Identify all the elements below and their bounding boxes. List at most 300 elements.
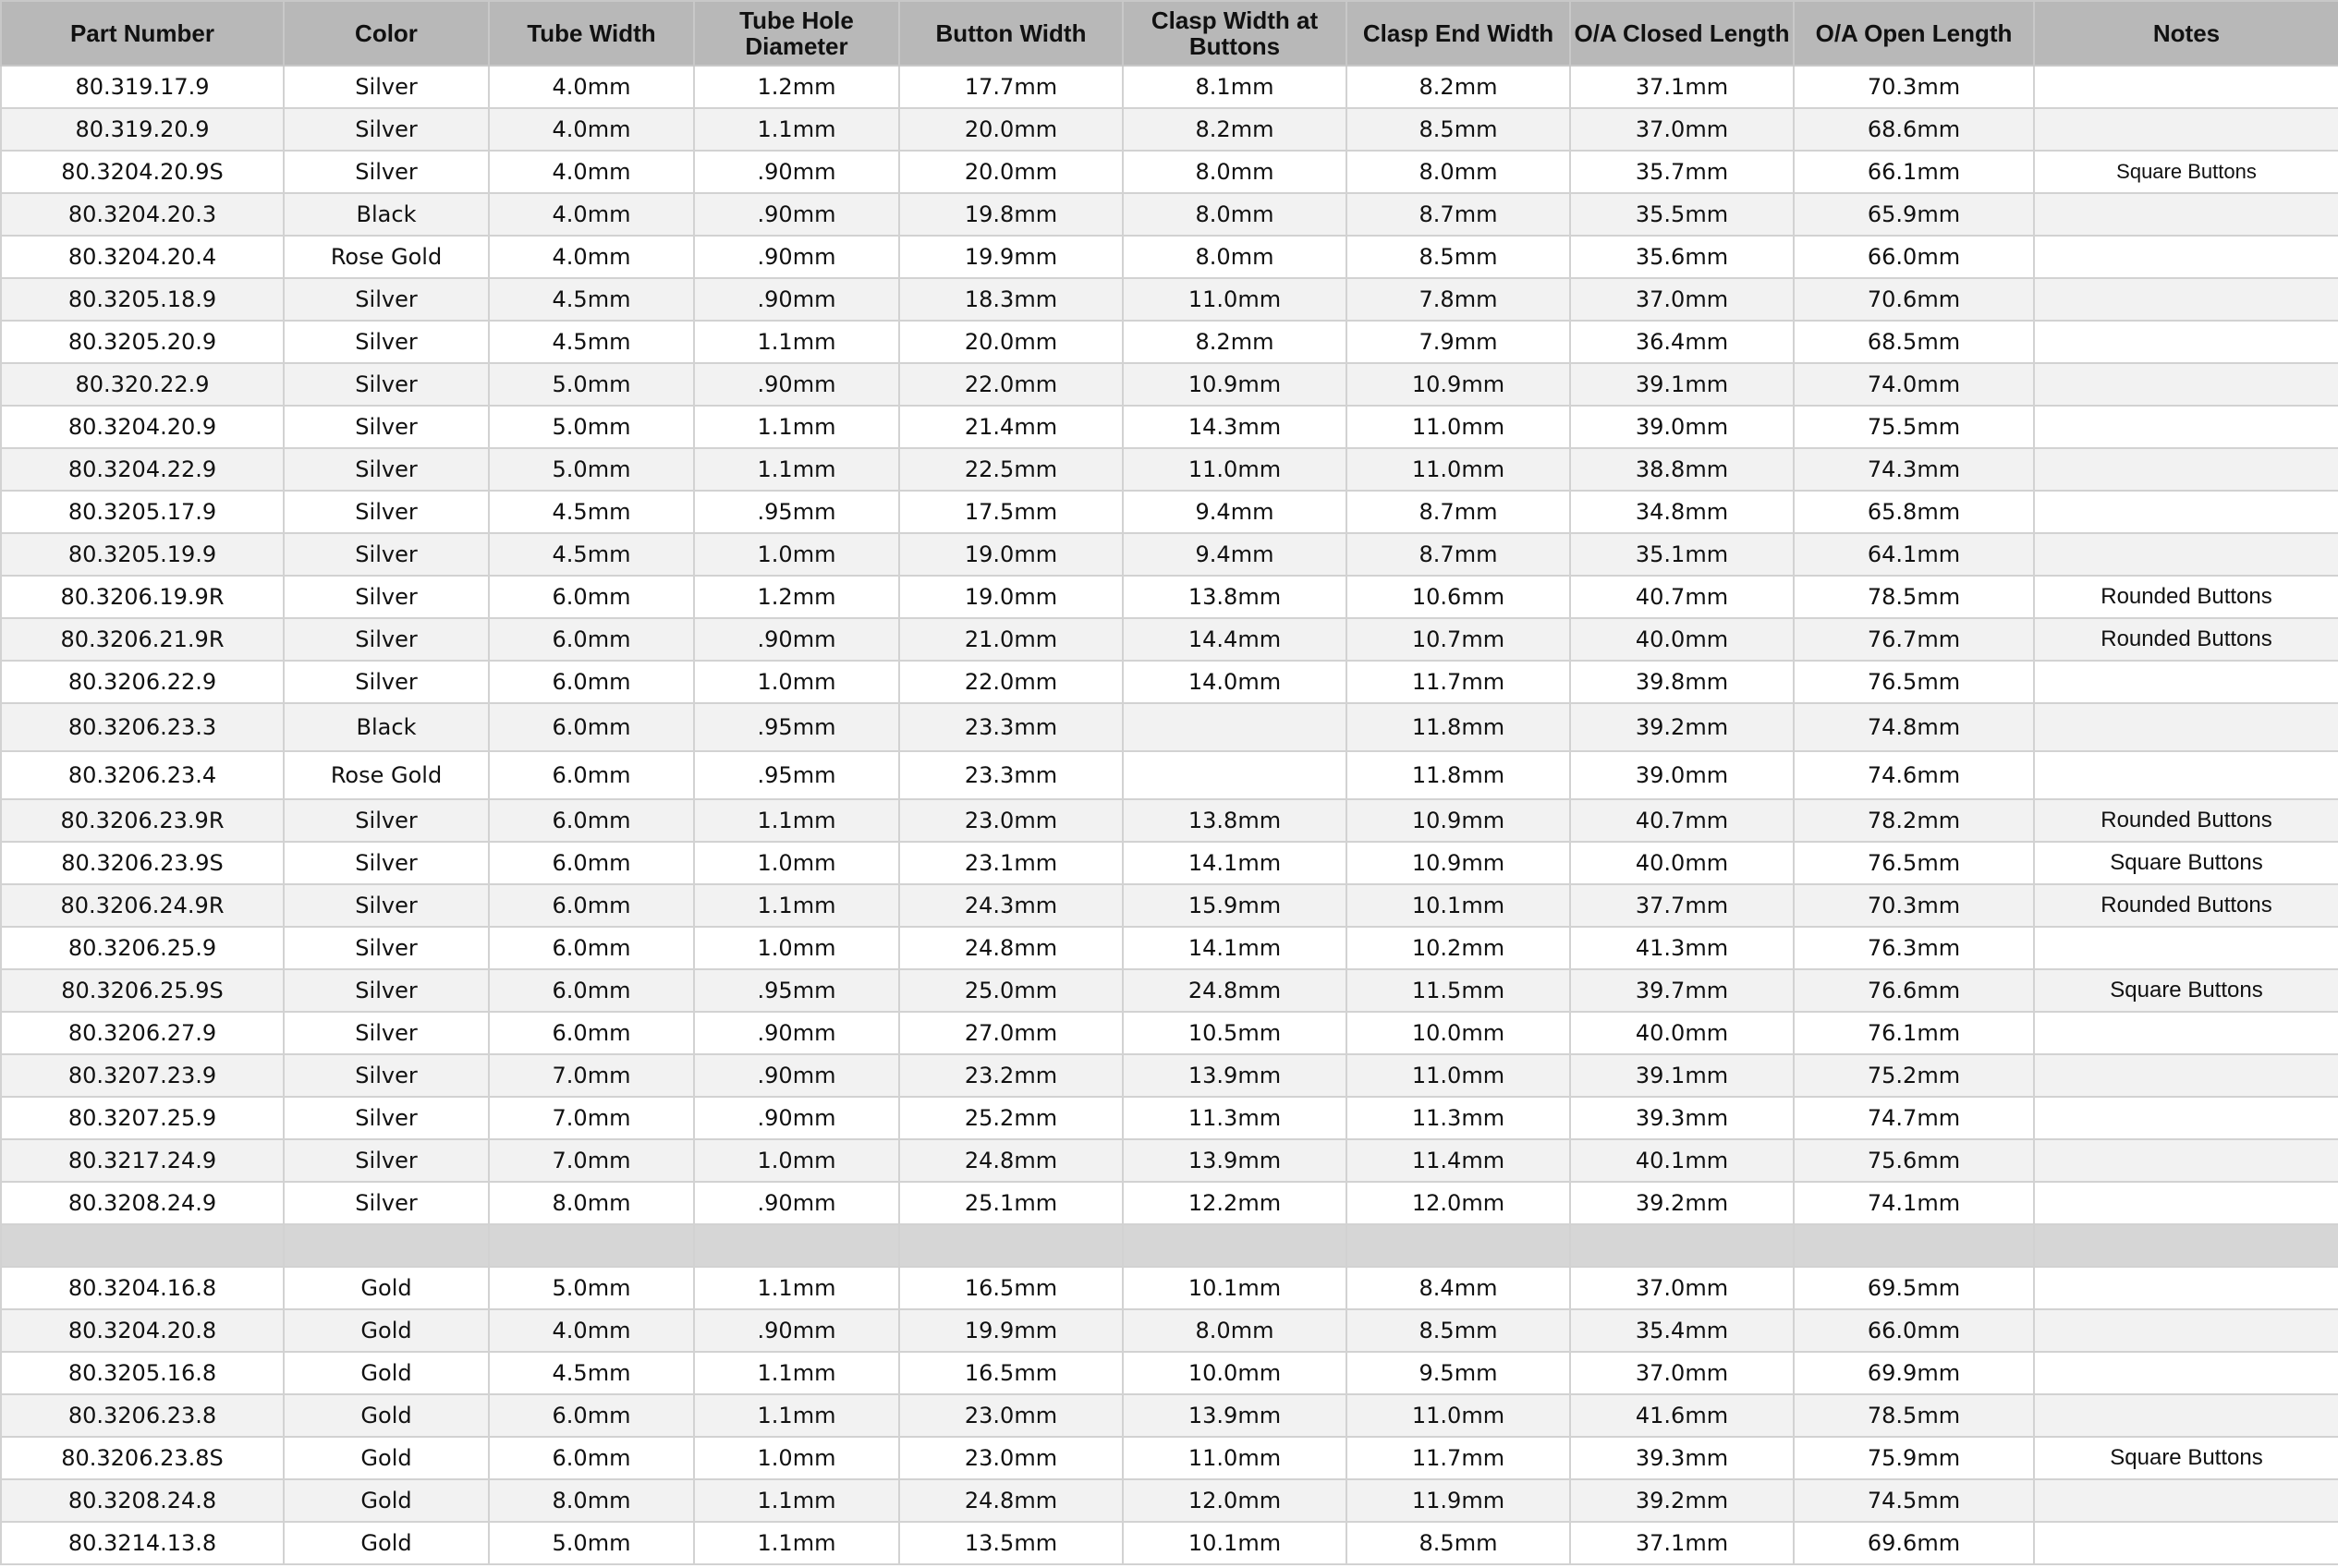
cell-notes xyxy=(2034,1309,2338,1352)
cell-color: Black xyxy=(284,193,489,236)
cell-oa-open-length: 76.5mm xyxy=(1794,842,2034,884)
cell-button-width: 22.0mm xyxy=(899,661,1123,703)
cell-clasp-end-width: 9.5mm xyxy=(1346,1352,1570,1394)
cell-part-number: 80.3204.20.8 xyxy=(1,1309,284,1352)
cell-clasp-width-at-buttons: 14.3mm xyxy=(1123,406,1346,448)
table-row xyxy=(1,969,2338,1012)
cell-oa-closed-length: 39.1mm xyxy=(1570,363,1794,406)
cell-tube-width: 4.0mm xyxy=(489,151,694,193)
cell-part-number: 80.3214.13.8 xyxy=(1,1522,284,1564)
header-tube-hole-diameter: Tube Hole Diameter xyxy=(694,1,899,66)
cell-clasp-width-at-buttons: 12.2mm xyxy=(1123,1182,1346,1224)
cell-oa-open-length: 66.0mm xyxy=(1794,236,2034,278)
cell-clasp-end-width: 11.3mm xyxy=(1346,1097,1570,1139)
cell-clasp-end-width: 11.9mm xyxy=(1346,1479,1570,1522)
cell-clasp-width-at-buttons xyxy=(1123,703,1346,751)
cell-part-number: 80.3206.23.8S xyxy=(1,1437,284,1479)
cell-clasp-end-width: 8.2mm xyxy=(1346,66,1570,108)
cell-tube-hole-diameter: .90mm xyxy=(694,1054,899,1097)
table-row xyxy=(1,703,2338,751)
cell-notes xyxy=(2034,1012,2338,1054)
cell-oa-closed-length: 40.0mm xyxy=(1570,1012,1794,1054)
cell-clasp-width-at-buttons: 8.0mm xyxy=(1123,151,1346,193)
cell-clasp-width-at-buttons: 14.1mm xyxy=(1123,927,1346,969)
cell-oa-closed-length: 39.8mm xyxy=(1570,661,1794,703)
table-row xyxy=(1,1394,2338,1437)
cell-notes xyxy=(2034,406,2338,448)
cell-notes xyxy=(2034,1139,2338,1182)
cell-notes: Square Buttons xyxy=(2034,151,2338,193)
cell-oa-closed-length: 35.1mm xyxy=(1570,533,1794,576)
cell-tube-hole-diameter: 1.0mm xyxy=(694,1139,899,1182)
cell-clasp-width-at-buttons: 13.8mm xyxy=(1123,799,1346,842)
cell-part-number: 80.3205.17.9 xyxy=(1,491,284,533)
table-row xyxy=(1,321,2338,363)
cell-button-width: 16.5mm xyxy=(899,1352,1123,1394)
cell-button-width: 20.0mm xyxy=(899,151,1123,193)
cell-part-number: 80.3204.16.8 xyxy=(1,1267,284,1309)
cell-notes: Rounded Buttons xyxy=(2034,576,2338,618)
cell-tube-width: 4.0mm xyxy=(489,1309,694,1352)
cell-clasp-width-at-buttons: 10.1mm xyxy=(1123,1267,1346,1309)
cell-oa-closed-length: 40.0mm xyxy=(1570,618,1794,661)
cell-oa-closed-length: 40.0mm xyxy=(1570,842,1794,884)
cell-button-width: 18.3mm xyxy=(899,278,1123,321)
cell-color: Rose Gold xyxy=(284,751,489,799)
cell-clasp-end-width: 12.0mm xyxy=(1346,1182,1570,1224)
cell-oa-closed-length xyxy=(1570,1224,1794,1267)
cell-notes xyxy=(2034,1054,2338,1097)
table-row xyxy=(1,278,2338,321)
cell-color: Silver xyxy=(284,66,489,108)
cell-part-number: 80.3204.20.9 xyxy=(1,406,284,448)
cell-clasp-end-width: 11.4mm xyxy=(1346,1139,1570,1182)
cell-button-width: 21.0mm xyxy=(899,618,1123,661)
cell-button-width: 23.3mm xyxy=(899,703,1123,751)
cell-notes xyxy=(2034,1267,2338,1309)
cell-notes xyxy=(2034,1224,2338,1267)
cell-notes xyxy=(2034,703,2338,751)
cell-part-number xyxy=(1,1224,284,1267)
cell-tube-width: 5.0mm xyxy=(489,1522,694,1564)
cell-tube-width: 6.0mm xyxy=(489,751,694,799)
cell-color: Silver xyxy=(284,533,489,576)
cell-oa-closed-length: 40.7mm xyxy=(1570,576,1794,618)
cell-part-number: 80.3207.25.9 xyxy=(1,1097,284,1139)
cell-oa-closed-length: 40.1mm xyxy=(1570,1139,1794,1182)
cell-color: Silver xyxy=(284,363,489,406)
cell-clasp-end-width: 7.8mm xyxy=(1346,278,1570,321)
cell-clasp-end-width: 8.4mm xyxy=(1346,1267,1570,1309)
cell-oa-closed-length: 34.8mm xyxy=(1570,491,1794,533)
table-row xyxy=(1,1479,2338,1522)
cell-color: Gold xyxy=(284,1352,489,1394)
cell-clasp-end-width: 11.0mm xyxy=(1346,406,1570,448)
cell-clasp-end-width: 8.7mm xyxy=(1346,193,1570,236)
cell-notes xyxy=(2034,1352,2338,1394)
cell-oa-open-length: 69.6mm xyxy=(1794,1522,2034,1564)
cell-oa-closed-length: 35.7mm xyxy=(1570,151,1794,193)
cell-clasp-width-at-buttons: 13.8mm xyxy=(1123,576,1346,618)
table-row xyxy=(1,448,2338,491)
cell-tube-width: 4.0mm xyxy=(489,236,694,278)
cell-notes xyxy=(2034,661,2338,703)
cell-part-number: 80.3206.22.9 xyxy=(1,661,284,703)
cell-notes xyxy=(2034,193,2338,236)
cell-button-width: 19.9mm xyxy=(899,236,1123,278)
cell-clasp-end-width: 11.7mm xyxy=(1346,1437,1570,1479)
cell-color: Silver xyxy=(284,969,489,1012)
cell-oa-open-length: 76.5mm xyxy=(1794,661,2034,703)
cell-button-width: 24.8mm xyxy=(899,1479,1123,1522)
cell-clasp-width-at-buttons: 11.0mm xyxy=(1123,1437,1346,1479)
cell-color: Silver xyxy=(284,618,489,661)
cell-oa-closed-length: 39.0mm xyxy=(1570,406,1794,448)
cell-button-width: 25.1mm xyxy=(899,1182,1123,1224)
cell-oa-open-length: 66.1mm xyxy=(1794,151,2034,193)
cell-oa-open-length: 74.1mm xyxy=(1794,1182,2034,1224)
cell-tube-width: 6.0mm xyxy=(489,799,694,842)
cell-clasp-width-at-buttons xyxy=(1123,751,1346,799)
cell-clasp-end-width: 8.5mm xyxy=(1346,1309,1570,1352)
cell-notes xyxy=(2034,1182,2338,1224)
cell-button-width: 20.0mm xyxy=(899,321,1123,363)
cell-clasp-end-width: 8.0mm xyxy=(1346,151,1570,193)
cell-tube-width: 6.0mm xyxy=(489,969,694,1012)
cell-notes xyxy=(2034,1097,2338,1139)
cell-clasp-end-width: 10.6mm xyxy=(1346,576,1570,618)
table-row xyxy=(1,406,2338,448)
cell-tube-hole-diameter: .90mm xyxy=(694,1097,899,1139)
cell-tube-hole-diameter: 1.0mm xyxy=(694,533,899,576)
table-row xyxy=(1,363,2338,406)
cell-color: Gold xyxy=(284,1437,489,1479)
cell-clasp-end-width: 10.9mm xyxy=(1346,842,1570,884)
header-clasp-end-width: Clasp End Width xyxy=(1346,1,1570,66)
cell-tube-hole-diameter: 1.1mm xyxy=(694,799,899,842)
cell-oa-open-length: 65.8mm xyxy=(1794,491,2034,533)
cell-part-number: 80.3206.25.9S xyxy=(1,969,284,1012)
header-notes: Notes xyxy=(2034,1,2338,66)
cell-color: Gold xyxy=(284,1522,489,1564)
cell-oa-closed-length: 37.7mm xyxy=(1570,884,1794,927)
cell-tube-width: 7.0mm xyxy=(489,1054,694,1097)
cell-part-number: 80.3204.20.4 xyxy=(1,236,284,278)
cell-color: Silver xyxy=(284,151,489,193)
cell-clasp-end-width: 11.0mm xyxy=(1346,1394,1570,1437)
cell-tube-width: 4.0mm xyxy=(489,108,694,151)
cell-oa-closed-length: 39.2mm xyxy=(1570,703,1794,751)
cell-tube-width: 6.0mm xyxy=(489,661,694,703)
cell-notes xyxy=(2034,278,2338,321)
cell-tube-width xyxy=(489,1224,694,1267)
cell-part-number: 80.3205.18.9 xyxy=(1,278,284,321)
cell-oa-closed-length: 39.2mm xyxy=(1570,1479,1794,1522)
cell-notes xyxy=(2034,927,2338,969)
cell-part-number: 80.3208.24.8 xyxy=(1,1479,284,1522)
cell-oa-open-length: 76.1mm xyxy=(1794,1012,2034,1054)
cell-tube-hole-diameter: 1.0mm xyxy=(694,661,899,703)
table-row xyxy=(1,236,2338,278)
cell-part-number: 80.3206.23.9S xyxy=(1,842,284,884)
cell-tube-width: 5.0mm xyxy=(489,406,694,448)
cell-part-number: 80.3206.25.9 xyxy=(1,927,284,969)
cell-oa-open-length: 74.0mm xyxy=(1794,363,2034,406)
cell-button-width: 25.0mm xyxy=(899,969,1123,1012)
cell-oa-closed-length: 36.4mm xyxy=(1570,321,1794,363)
cell-tube-width: 6.0mm xyxy=(489,927,694,969)
cell-clasp-width-at-buttons: 8.0mm xyxy=(1123,1309,1346,1352)
cell-button-width: 23.3mm xyxy=(899,751,1123,799)
cell-button-width: 24.8mm xyxy=(899,1139,1123,1182)
cell-tube-width: 6.0mm xyxy=(489,576,694,618)
cell-oa-open-length: 74.3mm xyxy=(1794,448,2034,491)
cell-button-width: 13.5mm xyxy=(899,1522,1123,1564)
cell-tube-width: 7.0mm xyxy=(489,1139,694,1182)
cell-tube-width: 6.0mm xyxy=(489,1394,694,1437)
cell-clasp-end-width xyxy=(1346,1224,1570,1267)
cell-clasp-width-at-buttons: 11.3mm xyxy=(1123,1097,1346,1139)
cell-tube-width: 6.0mm xyxy=(489,842,694,884)
cell-tube-hole-diameter: .90mm xyxy=(694,193,899,236)
cell-clasp-end-width: 8.7mm xyxy=(1346,533,1570,576)
cell-tube-hole-diameter: 1.0mm xyxy=(694,927,899,969)
cell-part-number: 80.3206.23.8 xyxy=(1,1394,284,1437)
cell-oa-open-length: 69.5mm xyxy=(1794,1267,2034,1309)
cell-notes: Square Buttons xyxy=(2034,1437,2338,1479)
cell-notes: Rounded Buttons xyxy=(2034,884,2338,927)
cell-part-number: 80.3206.19.9R xyxy=(1,576,284,618)
cell-tube-hole-diameter: .95mm xyxy=(694,491,899,533)
cell-tube-hole-diameter: 1.2mm xyxy=(694,66,899,108)
cell-color: Rose Gold xyxy=(284,236,489,278)
cell-tube-hole-diameter: .90mm xyxy=(694,278,899,321)
header-oa-closed-length: O/A Closed Length xyxy=(1570,1,1794,66)
cell-tube-hole-diameter: 1.1mm xyxy=(694,108,899,151)
cell-button-width: 24.3mm xyxy=(899,884,1123,927)
cell-button-width: 22.5mm xyxy=(899,448,1123,491)
cell-clasp-width-at-buttons: 11.0mm xyxy=(1123,278,1346,321)
cell-tube-width: 5.0mm xyxy=(489,363,694,406)
cell-clasp-width-at-buttons xyxy=(1123,1224,1346,1267)
table-row xyxy=(1,799,2338,842)
cell-notes xyxy=(2034,448,2338,491)
table-row xyxy=(1,927,2338,969)
cell-oa-closed-length: 39.2mm xyxy=(1570,1182,1794,1224)
cell-button-width: 23.0mm xyxy=(899,1437,1123,1479)
cell-tube-width: 6.0mm xyxy=(489,703,694,751)
cell-oa-closed-length: 38.8mm xyxy=(1570,448,1794,491)
table-row xyxy=(1,842,2338,884)
cell-oa-open-length: 74.6mm xyxy=(1794,751,2034,799)
cell-clasp-end-width: 8.7mm xyxy=(1346,491,1570,533)
cell-tube-hole-diameter: 1.1mm xyxy=(694,1522,899,1564)
table-row xyxy=(1,1012,2338,1054)
cell-part-number: 80.3217.24.9 xyxy=(1,1139,284,1182)
cell-button-width: 19.0mm xyxy=(899,576,1123,618)
cell-tube-width: 6.0mm xyxy=(489,618,694,661)
cell-button-width: 23.1mm xyxy=(899,842,1123,884)
cell-button-width: 17.5mm xyxy=(899,491,1123,533)
cell-notes xyxy=(2034,533,2338,576)
table-row xyxy=(1,66,2338,108)
cell-color: Silver xyxy=(284,1139,489,1182)
cell-oa-open-length: 75.2mm xyxy=(1794,1054,2034,1097)
cell-oa-closed-length: 37.0mm xyxy=(1570,278,1794,321)
table-row xyxy=(1,193,2338,236)
cell-tube-width: 4.5mm xyxy=(489,491,694,533)
table-row xyxy=(1,1522,2338,1564)
cell-clasp-width-at-buttons: 14.1mm xyxy=(1123,842,1346,884)
cell-clasp-width-at-buttons: 14.4mm xyxy=(1123,618,1346,661)
cell-button-width: 19.0mm xyxy=(899,533,1123,576)
cell-clasp-width-at-buttons: 8.0mm xyxy=(1123,236,1346,278)
cell-color: Silver xyxy=(284,278,489,321)
cell-oa-closed-length: 40.7mm xyxy=(1570,799,1794,842)
cell-clasp-end-width: 10.2mm xyxy=(1346,927,1570,969)
cell-color: Silver xyxy=(284,1097,489,1139)
header-part-number: Part Number xyxy=(1,1,284,66)
cell-tube-hole-diameter: .90mm xyxy=(694,363,899,406)
cell-tube-width: 4.5mm xyxy=(489,278,694,321)
cell-tube-width: 8.0mm xyxy=(489,1479,694,1522)
cell-tube-hole-diameter: .90mm xyxy=(694,618,899,661)
cell-part-number: 80.3206.23.3 xyxy=(1,703,284,751)
cell-oa-open-length: 75.9mm xyxy=(1794,1437,2034,1479)
cell-part-number: 80.3205.19.9 xyxy=(1,533,284,576)
cell-clasp-end-width: 10.0mm xyxy=(1346,1012,1570,1054)
cell-notes xyxy=(2034,1522,2338,1564)
cell-color: Silver xyxy=(284,927,489,969)
cell-color: Silver xyxy=(284,448,489,491)
cell-oa-open-length: 69.9mm xyxy=(1794,1352,2034,1394)
cell-tube-hole-diameter: 1.1mm xyxy=(694,321,899,363)
cell-oa-open-length: 68.6mm xyxy=(1794,108,2034,151)
table-row xyxy=(1,1139,2338,1182)
table-row xyxy=(1,751,2338,799)
cell-oa-closed-length: 35.4mm xyxy=(1570,1309,1794,1352)
cell-button-width: 19.8mm xyxy=(899,193,1123,236)
cell-part-number: 80.3206.27.9 xyxy=(1,1012,284,1054)
cell-tube-width: 5.0mm xyxy=(489,1267,694,1309)
cell-tube-width: 5.0mm xyxy=(489,448,694,491)
cell-part-number: 80.319.17.9 xyxy=(1,66,284,108)
cell-part-number: 80.3206.23.9R xyxy=(1,799,284,842)
cell-button-width: 20.0mm xyxy=(899,108,1123,151)
cell-color: Silver xyxy=(284,1182,489,1224)
cell-oa-closed-length: 39.1mm xyxy=(1570,1054,1794,1097)
cell-tube-hole-diameter: 1.0mm xyxy=(694,842,899,884)
cell-tube-hole-diameter: 1.2mm xyxy=(694,576,899,618)
cell-tube-width: 6.0mm xyxy=(489,1012,694,1054)
cell-oa-closed-length: 39.0mm xyxy=(1570,751,1794,799)
cell-part-number: 80.3205.16.8 xyxy=(1,1352,284,1394)
cell-clasp-end-width: 11.8mm xyxy=(1346,751,1570,799)
cell-notes: Square Buttons xyxy=(2034,842,2338,884)
cell-tube-width: 4.5mm xyxy=(489,1352,694,1394)
cell-oa-open-length: 64.1mm xyxy=(1794,533,2034,576)
cell-tube-hole-diameter: .95mm xyxy=(694,969,899,1012)
cell-tube-hole-diameter: .90mm xyxy=(694,1012,899,1054)
header-color: Color xyxy=(284,1,489,66)
table-row xyxy=(1,576,2338,618)
cell-tube-hole-diameter: 1.1mm xyxy=(694,884,899,927)
cell-oa-closed-length: 41.6mm xyxy=(1570,1394,1794,1437)
cell-oa-open-length: 68.5mm xyxy=(1794,321,2034,363)
cell-clasp-width-at-buttons: 10.5mm xyxy=(1123,1012,1346,1054)
cell-clasp-width-at-buttons: 8.0mm xyxy=(1123,193,1346,236)
cell-notes xyxy=(2034,751,2338,799)
table-row xyxy=(1,1097,2338,1139)
cell-clasp-width-at-buttons: 8.2mm xyxy=(1123,108,1346,151)
cell-color: Gold xyxy=(284,1309,489,1352)
cell-button-width: 24.8mm xyxy=(899,927,1123,969)
cell-clasp-end-width: 10.9mm xyxy=(1346,363,1570,406)
cell-oa-open-length: 76.3mm xyxy=(1794,927,2034,969)
cell-clasp-width-at-buttons: 15.9mm xyxy=(1123,884,1346,927)
table-row xyxy=(1,661,2338,703)
cell-tube-hole-diameter: .95mm xyxy=(694,751,899,799)
cell-button-width: 17.7mm xyxy=(899,66,1123,108)
cell-oa-closed-length: 37.0mm xyxy=(1570,1352,1794,1394)
cell-clasp-end-width: 11.7mm xyxy=(1346,661,1570,703)
cell-color: Gold xyxy=(284,1479,489,1522)
table-row xyxy=(1,1182,2338,1224)
cell-tube-hole-diameter: 1.1mm xyxy=(694,1394,899,1437)
cell-clasp-end-width: 11.0mm xyxy=(1346,1054,1570,1097)
cell-notes xyxy=(2034,321,2338,363)
cell-part-number: 80.3208.24.9 xyxy=(1,1182,284,1224)
cell-tube-hole-diameter: 1.0mm xyxy=(694,1437,899,1479)
cell-tube-hole-diameter: .90mm xyxy=(694,1309,899,1352)
cell-oa-closed-length: 35.5mm xyxy=(1570,193,1794,236)
cell-notes xyxy=(2034,66,2338,108)
cell-clasp-width-at-buttons: 12.0mm xyxy=(1123,1479,1346,1522)
cell-tube-hole-diameter: 1.1mm xyxy=(694,1267,899,1309)
table-body xyxy=(1,66,2338,1564)
cell-oa-open-length: 66.0mm xyxy=(1794,1309,2034,1352)
cell-button-width: 23.0mm xyxy=(899,1394,1123,1437)
cell-tube-hole-diameter: 1.1mm xyxy=(694,1352,899,1394)
table-row xyxy=(1,151,2338,193)
table-row xyxy=(1,491,2338,533)
cell-tube-width: 4.5mm xyxy=(489,533,694,576)
cell-tube-width: 8.0mm xyxy=(489,1182,694,1224)
cell-oa-closed-length: 37.1mm xyxy=(1570,66,1794,108)
cell-clasp-width-at-buttons: 9.4mm xyxy=(1123,491,1346,533)
cell-notes: Rounded Buttons xyxy=(2034,618,2338,661)
cell-oa-open-length: 78.5mm xyxy=(1794,576,2034,618)
cell-tube-width: 4.0mm xyxy=(489,193,694,236)
cell-notes xyxy=(2034,1394,2338,1437)
cell-color: Silver xyxy=(284,406,489,448)
cell-notes xyxy=(2034,108,2338,151)
cell-clasp-end-width: 10.7mm xyxy=(1346,618,1570,661)
cell-clasp-width-at-buttons: 9.4mm xyxy=(1123,533,1346,576)
cell-oa-open-length: 75.6mm xyxy=(1794,1139,2034,1182)
table-row xyxy=(1,1267,2338,1309)
cell-color: Silver xyxy=(284,799,489,842)
cell-tube-width: 7.0mm xyxy=(489,1097,694,1139)
cell-oa-closed-length: 39.3mm xyxy=(1570,1097,1794,1139)
cell-clasp-width-at-buttons: 8.1mm xyxy=(1123,66,1346,108)
cell-color: Silver xyxy=(284,1054,489,1097)
cell-tube-width: 4.0mm xyxy=(489,66,694,108)
cell-clasp-width-at-buttons: 14.0mm xyxy=(1123,661,1346,703)
cell-part-number: 80.3205.20.9 xyxy=(1,321,284,363)
header-clasp-width-at-buttons: Clasp Width at Buttons xyxy=(1123,1,1346,66)
cell-tube-hole-diameter: 1.1mm xyxy=(694,406,899,448)
